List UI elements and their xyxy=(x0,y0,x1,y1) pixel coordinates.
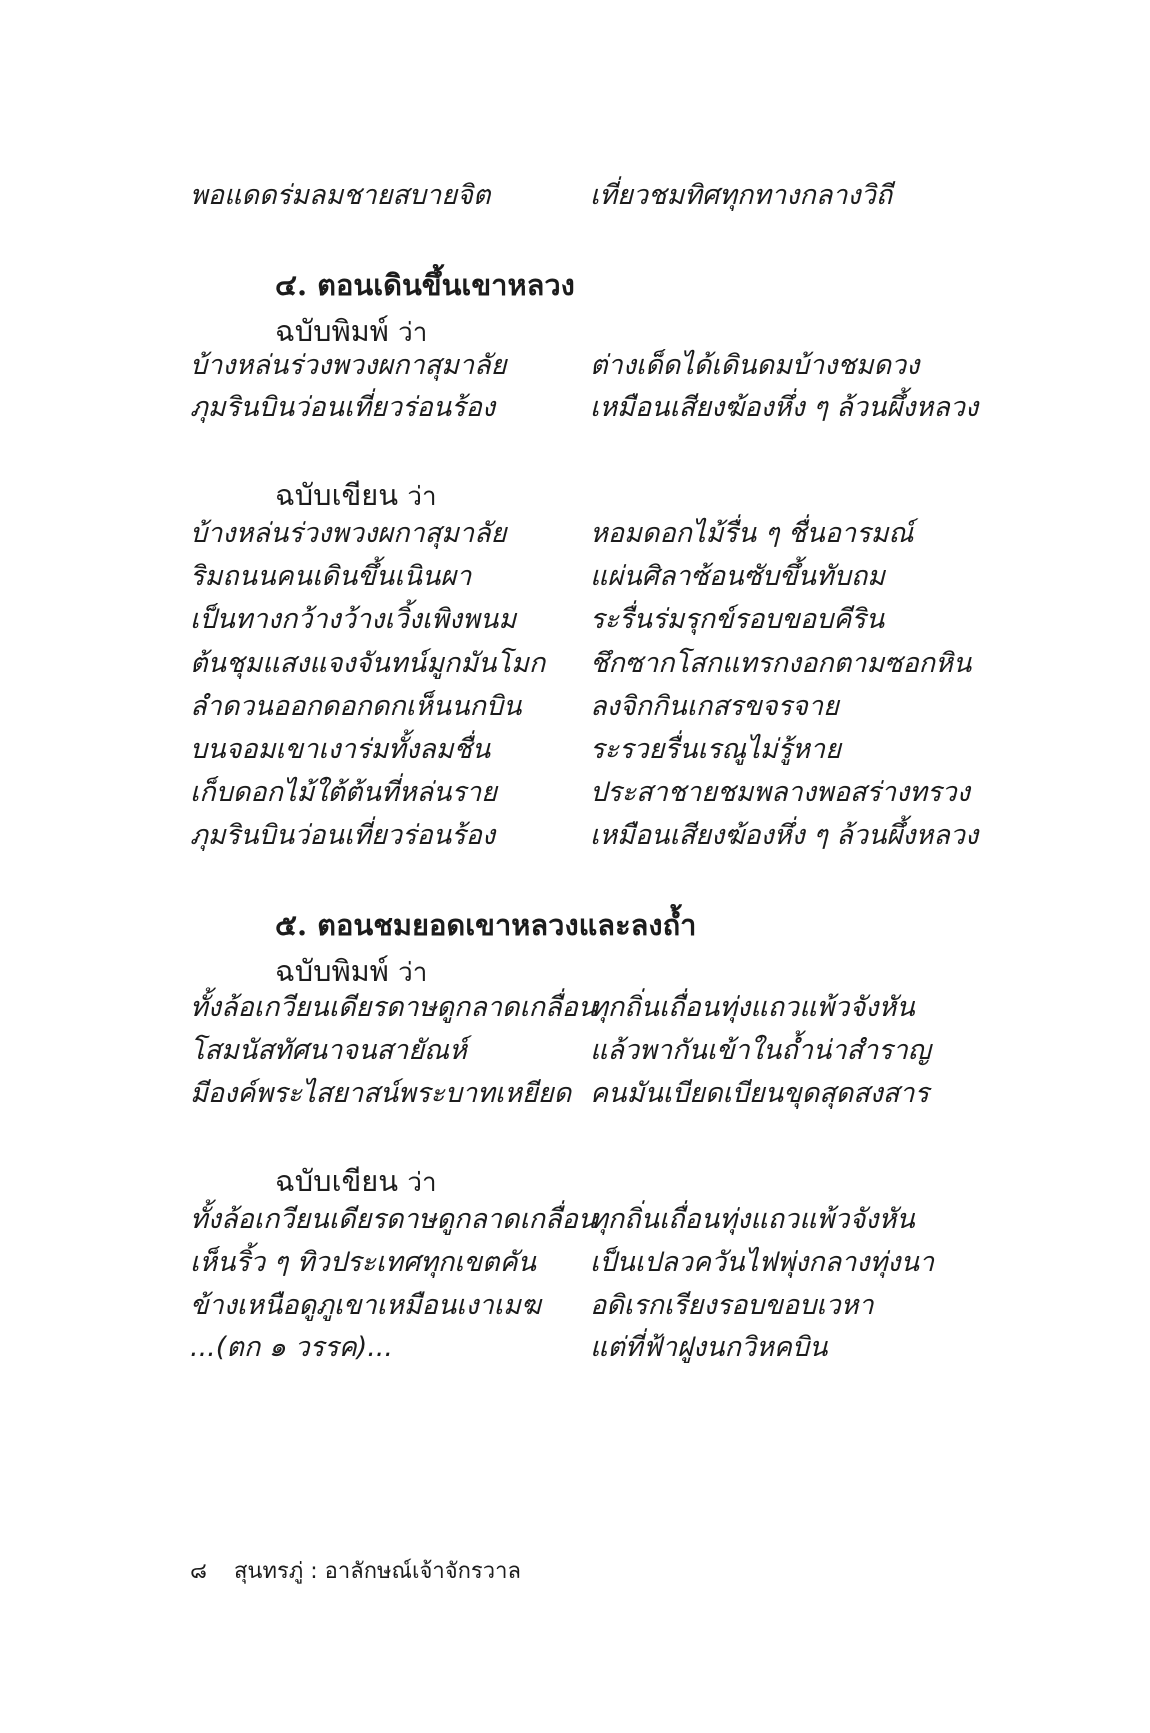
verse-left: พอแดดร่มลมชายสบายจิต xyxy=(190,180,491,211)
verse-line xyxy=(190,1326,1050,1370)
verse-line xyxy=(190,986,1050,1030)
verse-line xyxy=(190,728,1050,772)
verse-left: บ้างหล่นร่วงพวงผกาสุมาลัย xyxy=(190,350,507,381)
version-say: ว่า xyxy=(398,958,428,988)
verse-line xyxy=(190,771,1050,815)
verse-line xyxy=(190,1241,1050,1285)
verse-line xyxy=(190,344,1050,388)
verse-left: ต้นชุมแสงแจงจันทน์มูกมันโมก xyxy=(190,648,546,679)
verse-left: เห็นริ้ว ๆ ทิวประเทศทุกเขตคัน xyxy=(190,1247,536,1278)
verse-right: แต่ที่ฟ้าฝูงนกวิหคบิน xyxy=(590,1332,828,1363)
version-name: ฉบับพิมพ์ xyxy=(275,314,389,348)
verse-left: ทั้งล้อเกวียนเดียรดาษดูกลาดเกลื่อน xyxy=(190,992,597,1023)
verse-left: บ้างหล่นร่วงพวงผกาสุมาลัย xyxy=(190,518,507,549)
verse-line xyxy=(190,814,1050,858)
verse-left: ภุมรินบินว่อนเที่ยวร่อนร้อง xyxy=(190,820,496,851)
verse-right: เหมือนเสียงฆ้องหึ่ง ๆ ล้วนผึ้งหลวง xyxy=(590,392,979,423)
verse-right: เป็นเปลวควันไฟพุ่งกลางทุ่งนา xyxy=(590,1247,935,1278)
verse-right: ประสาชายชมพลางพอสร่างทรวง xyxy=(590,777,970,808)
verse-line xyxy=(190,555,1050,599)
verse-line xyxy=(190,1072,1050,1116)
verse-right: เหมือนเสียงฆ้องหึ่ง ๆ ล้วนผึ้งหลวง xyxy=(590,820,979,851)
verse-line xyxy=(190,512,1050,556)
verse-line xyxy=(190,1198,1050,1242)
verse-line xyxy=(190,1029,1050,1073)
version-say: ว่า xyxy=(407,1168,437,1198)
running-title: สุนทรภู่ : อาลักษณ์เจ้าจักรวาล xyxy=(233,1559,521,1584)
verse-right: หอมดอกไม้รื่น ๆ ชื่นอารมณ์ xyxy=(590,518,914,549)
verse-left: ลำดวนออกดอกดกเห็นนกบิน xyxy=(190,691,522,722)
verse-right: ชึกซากโสกแทรกงอกตามซอกหิน xyxy=(590,648,972,679)
verse-left: ข้างเหนือดูภูเขาเหมือนเงาเมฆ xyxy=(190,1290,541,1321)
version-name: ฉบับพิมพ์ xyxy=(275,954,389,988)
section-5-title: ๕. ตอนชมยอดเขาหลวงและลงถ้ำ xyxy=(275,908,697,942)
verse-left: ...(ตก ๑ วรรค)... xyxy=(190,1332,393,1363)
section-4-title: ๔. ตอนเดินขึ้นเขาหลวง xyxy=(275,268,575,302)
verse-line xyxy=(190,1284,1050,1328)
page-footer xyxy=(190,1553,521,1588)
verse-left: ทั้งล้อเกวียนเดียรดาษดูกลาดเกลื่อน xyxy=(190,1204,597,1235)
verse-left: เก็บดอกไม้ใต้ต้นที่หล่นราย xyxy=(190,777,497,808)
verse-right: แล้วพากันเข้าในถ้ำน่าสำราญ xyxy=(590,1035,931,1066)
version-say: ว่า xyxy=(407,482,437,512)
verse-left: มีองค์พระไสยาสน์พระบาทเหยียด xyxy=(190,1078,572,1109)
version-say: ว่า xyxy=(398,318,428,348)
verse-right: เที่ยวชมทิศทุกทางกลางวิถี xyxy=(590,180,893,211)
verse-left: บนจอมเขาเงาร่มทั้งลมชื่น xyxy=(190,734,491,765)
verse-right: ทุกถิ่นเถื่อนทุ่งแถวแพ้วจังหัน xyxy=(590,992,915,1023)
verse-line xyxy=(190,174,1050,218)
verse-right: ทุกถิ่นเถื่อนทุ่งแถวแพ้วจังหัน xyxy=(590,1204,915,1235)
verse-line xyxy=(190,685,1050,729)
verse-line xyxy=(190,642,1050,686)
verse-right: ต่างเด็ดได้เดินดมบ้างชมดวง xyxy=(590,350,920,381)
verse-right: คนมันเบียดเบียนขุดสุดสงสาร xyxy=(590,1078,929,1109)
verse-left: ริมถนนคนเดินขึ้นเนินผา xyxy=(190,561,472,592)
verse-right: ระรื่นร่มรุกข์รอบขอบคีริน xyxy=(590,604,885,635)
verse-right: อดิเรกเรียงรอบขอบเวหา xyxy=(590,1290,874,1321)
verse-left: ภุมรินบินว่อนเที่ยวร่อนร้อง xyxy=(190,392,496,423)
verse-right: ลงจิกกินเกสรขจรจาย xyxy=(590,691,839,722)
page-number: ๘ xyxy=(190,1559,207,1584)
verse-right: ระรวยรื่นเรณูไม่รู้หาย xyxy=(590,734,841,765)
verse-left: โสมนัสทัศนาจนสายัณห์ xyxy=(190,1035,467,1066)
verse-line xyxy=(190,598,1050,642)
version-name: ฉบับเขียน xyxy=(275,478,399,512)
verse-right: แผ่นศิลาซ้อนซับขึ้นทับถม xyxy=(590,561,885,592)
verse-line xyxy=(190,386,1050,430)
verse-left: เป็นทางกว้างว้างเวิ้งเพิงพนม xyxy=(190,604,517,635)
version-name: ฉบับเขียน xyxy=(275,1164,399,1198)
